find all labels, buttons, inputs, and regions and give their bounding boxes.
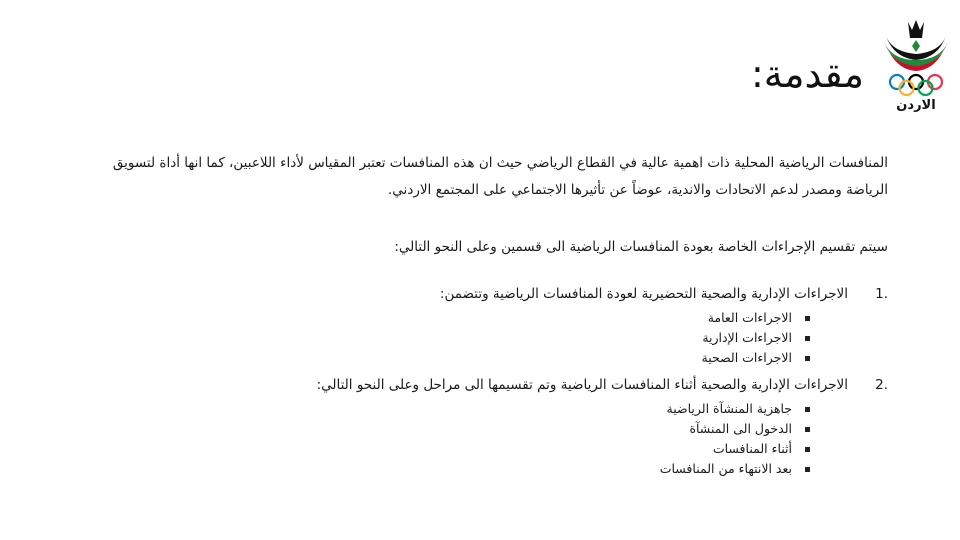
list-item: بعد الانتهاء من المنافسات [68,459,810,479]
content [68,150,888,483]
intro-paragraph: المنافسات الرياضية المحلية ذات اهمية عالية في القطاع الرياضي حيث ان هذه المنافسات تعتبر المقياس لأداء اللاعبين، كما انها أداة لتسويق الرياضة ومصدر لدعم الاتحادات والاندية، عوضاً عن تأثيرها الاجتماعي على المجتمع الاردني. [112,155,888,198]
section-heading: الاجراءات الإدارية والصحية التحضيرية لعودة المنافسات الرياضية وتتضمن: [439,286,848,302]
jordan-olympic-logo [880,16,952,120]
section-number: 1. [875,286,888,302]
sub-list [68,308,848,368]
division-sentence: سيتم تقسيم الإجراءات الخاصة بعودة المنافسات الرياضية الى قسمين وعلى النحو التالي: [394,239,888,255]
list-item: أثناء المنافسات [68,439,810,459]
list-item: الاجراءات الصحية [68,348,810,368]
list-item: الدخول الى المنشآة [68,419,810,439]
section-heading: الاجراءات الإدارية والصحية أثناء المنافسات الرياضية وتم تقسيمها الى مراحل وعلى النحو التالي: [316,377,848,393]
page-title: مقدمة: [750,52,864,96]
list-item: الاجراءات العامة [68,308,810,328]
list-item: الاجراءات الإدارية [68,328,810,348]
list-item: جاهزية المنشآة الرياضية [68,399,810,419]
logo-text: الاردن [896,98,936,113]
sections-list [68,281,888,479]
sub-list [68,399,848,479]
olympic-emblem-icon [880,16,952,96]
section-item [68,281,888,368]
section-number: 2. [875,377,888,393]
section-item [68,372,888,479]
